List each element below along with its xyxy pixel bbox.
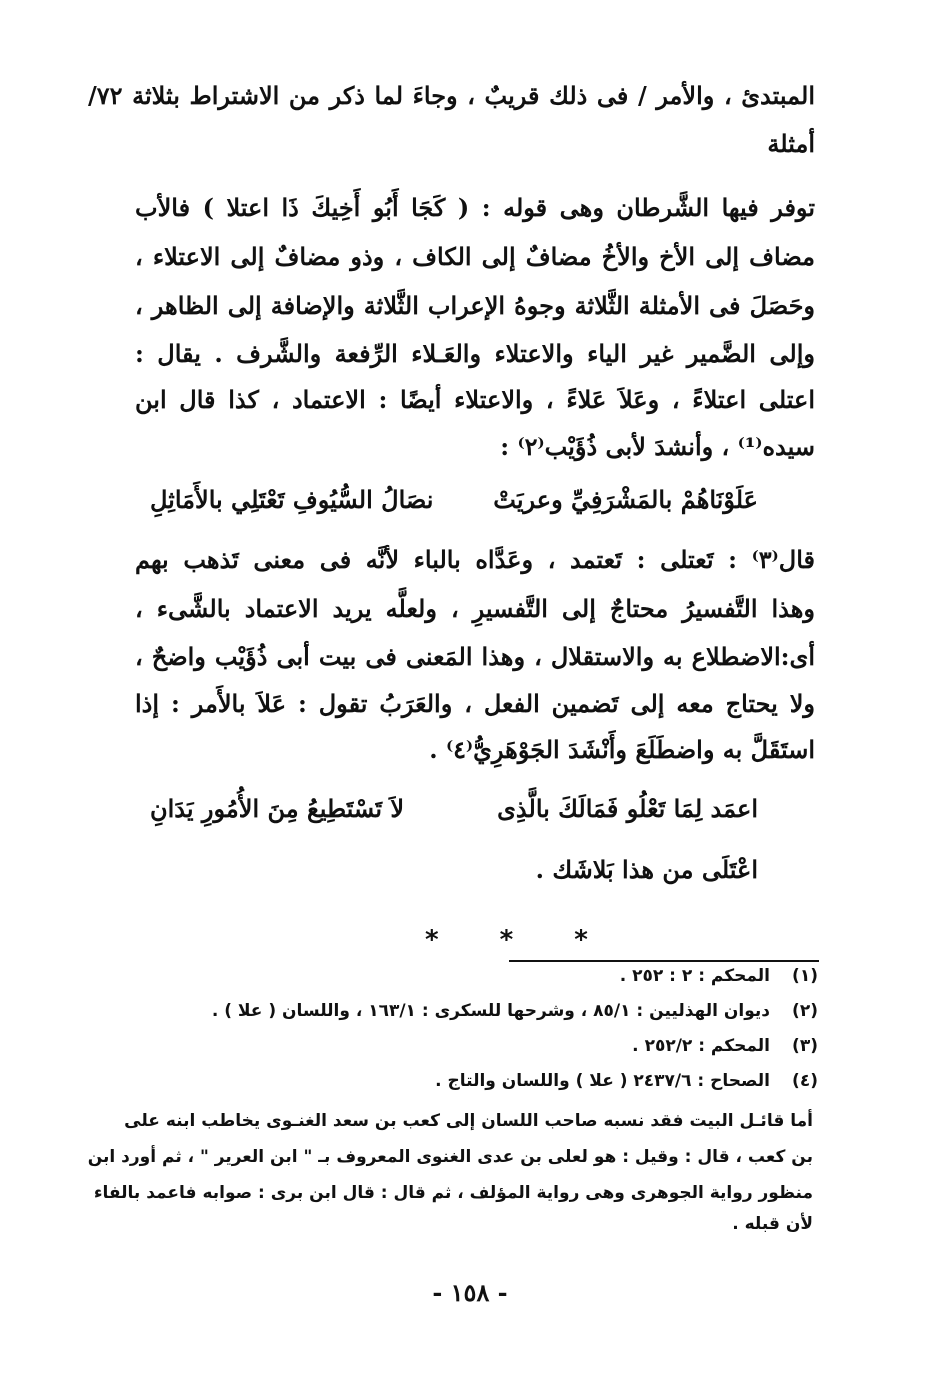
footnote-continuation: لأن قبله . [732, 1214, 813, 1234]
footnote-rule [509, 960, 819, 962]
verse-hemistich-right: اعمَد لِمَا تَعْلُو فَمَالَكَ بالَّذِى [497, 794, 758, 823]
verse-note: اعْتَلَى من هذا بَلاشَك . [535, 855, 758, 884]
footnote-number: (٤) [792, 1071, 818, 1091]
verse-hemistich-left: لاَ تَسْتَطِيعُ مِنَ الأُمُورِ يَدَانِ [150, 794, 405, 823]
footnote-continuation: منظور رواية الجوهرى وهى رواية المؤلف ، ثم قال : قال ابن برى : صوابه فاعمد بالفاء [93, 1183, 813, 1203]
footnote-text: ديوان الهذليين : ٨٥/١ ، وشرحها للسكرى : ١٦٣/١ ، واللسان ( علا ) . [211, 1001, 770, 1021]
body-line: قال⁽٣⁾ : تَعتلى : تَعتمد ، وعَدَّاه بالباء لأنَّه فى معنى تَذهب بهم [135, 545, 815, 574]
body-line: توفر فيها الشَّرطان وهى قوله : ( كَجَا أَبُو أَخِيكَ ذَا اعتلا ) فالأب [135, 193, 815, 222]
footnote-continuation: أما قائـل البيت فقد نسبه صاحب اللسان إلى كعب بن سعد الغنـوى يخاطب ابنه على [124, 1111, 813, 1131]
footnote-text: المحكم : ٢٥٢/٢ . [632, 1036, 770, 1056]
footnote-text: الصحاح : ٢٤٣٧/٦ ( علا ) واللسان والتاج . [435, 1071, 770, 1091]
footnote-number: (٢) [792, 1001, 818, 1021]
footnote-continuation: بن كعب ، قال : وقيل : هو لعلى بن عدى الغنوى المعروف بـ " ابن العرير " ، ثم أورد ابن [87, 1147, 813, 1167]
body-line: مضاف إلى الأخ والأخُ مضافٌ إلى الكاف ، وذو مضافٌ إلى الاعتلاء ، [135, 242, 815, 271]
section-separator: * * * [425, 925, 614, 955]
footnote-number: (١) [792, 966, 818, 986]
body-line: وحَصَلَ فى الأمثلة الثَّلاثة وجوهُ الإعراب الثَّلاثة والإضافة إلى الظاهر ، [135, 291, 815, 320]
body-line: المبتدئ ، والأمر / فى ذلك قريبٌ ، وجاءَ لما ذكر من الاشتراط بثلاثة ٧٢/ [88, 81, 815, 110]
body-line: أمثلة [767, 129, 815, 158]
body-line: أى:الاضطلاع به والاستقلال ، وهذا المَعنى فى بيت أبى ذُؤَيْب واضحٌ ، [135, 642, 815, 671]
verse-hemistich-right: عَلَوْنَاهُمْ بالمَشْرَفِيِّ وعريَتْ [493, 485, 758, 514]
footnote-text: المحكم : ٢ : ٢٥٢ . [619, 966, 770, 986]
body-line: وهذا التَّفسيرُ محتاجٌ إلى التَّفسيرِ ، ولعلَّه يريد الاعتماد بالشَّىء ، [135, 594, 815, 623]
body-line: اعتلى اعتلاءً ، وعَلاَ عَلاءً ، والاعتلاء أيضًا : الاعتماد ، كذا قال ابن [135, 385, 815, 414]
body-line: وإلى الضَّمير غير الياء والاعتلاء والعَـلاء الرِّفعة والشَّرف . يقال : [135, 339, 815, 368]
page-number: - ١٥٨ - [432, 1278, 508, 1307]
footnote-number: (٣) [792, 1036, 818, 1056]
body-line: استَقَلَّ به واضطَلَعَ وأَنْشَدَ الجَوْهَرِيُّ⁽٤⁾ . [429, 735, 815, 764]
body-line: ولا يحتاج معه إلى تَضمين الفعل ، والعَرَبُ تقول : عَلاَ بالأَمر : إذا [135, 689, 815, 718]
verse-hemistich-left: نصَالُ السُّيُوفِ تَعْتَلِي بالأَمَاثِلِ [150, 485, 434, 514]
body-line: سيده⁽¹⁾ ، وأنشدَ لأبى ذُؤَيْب⁽٢⁾ : [500, 432, 815, 461]
